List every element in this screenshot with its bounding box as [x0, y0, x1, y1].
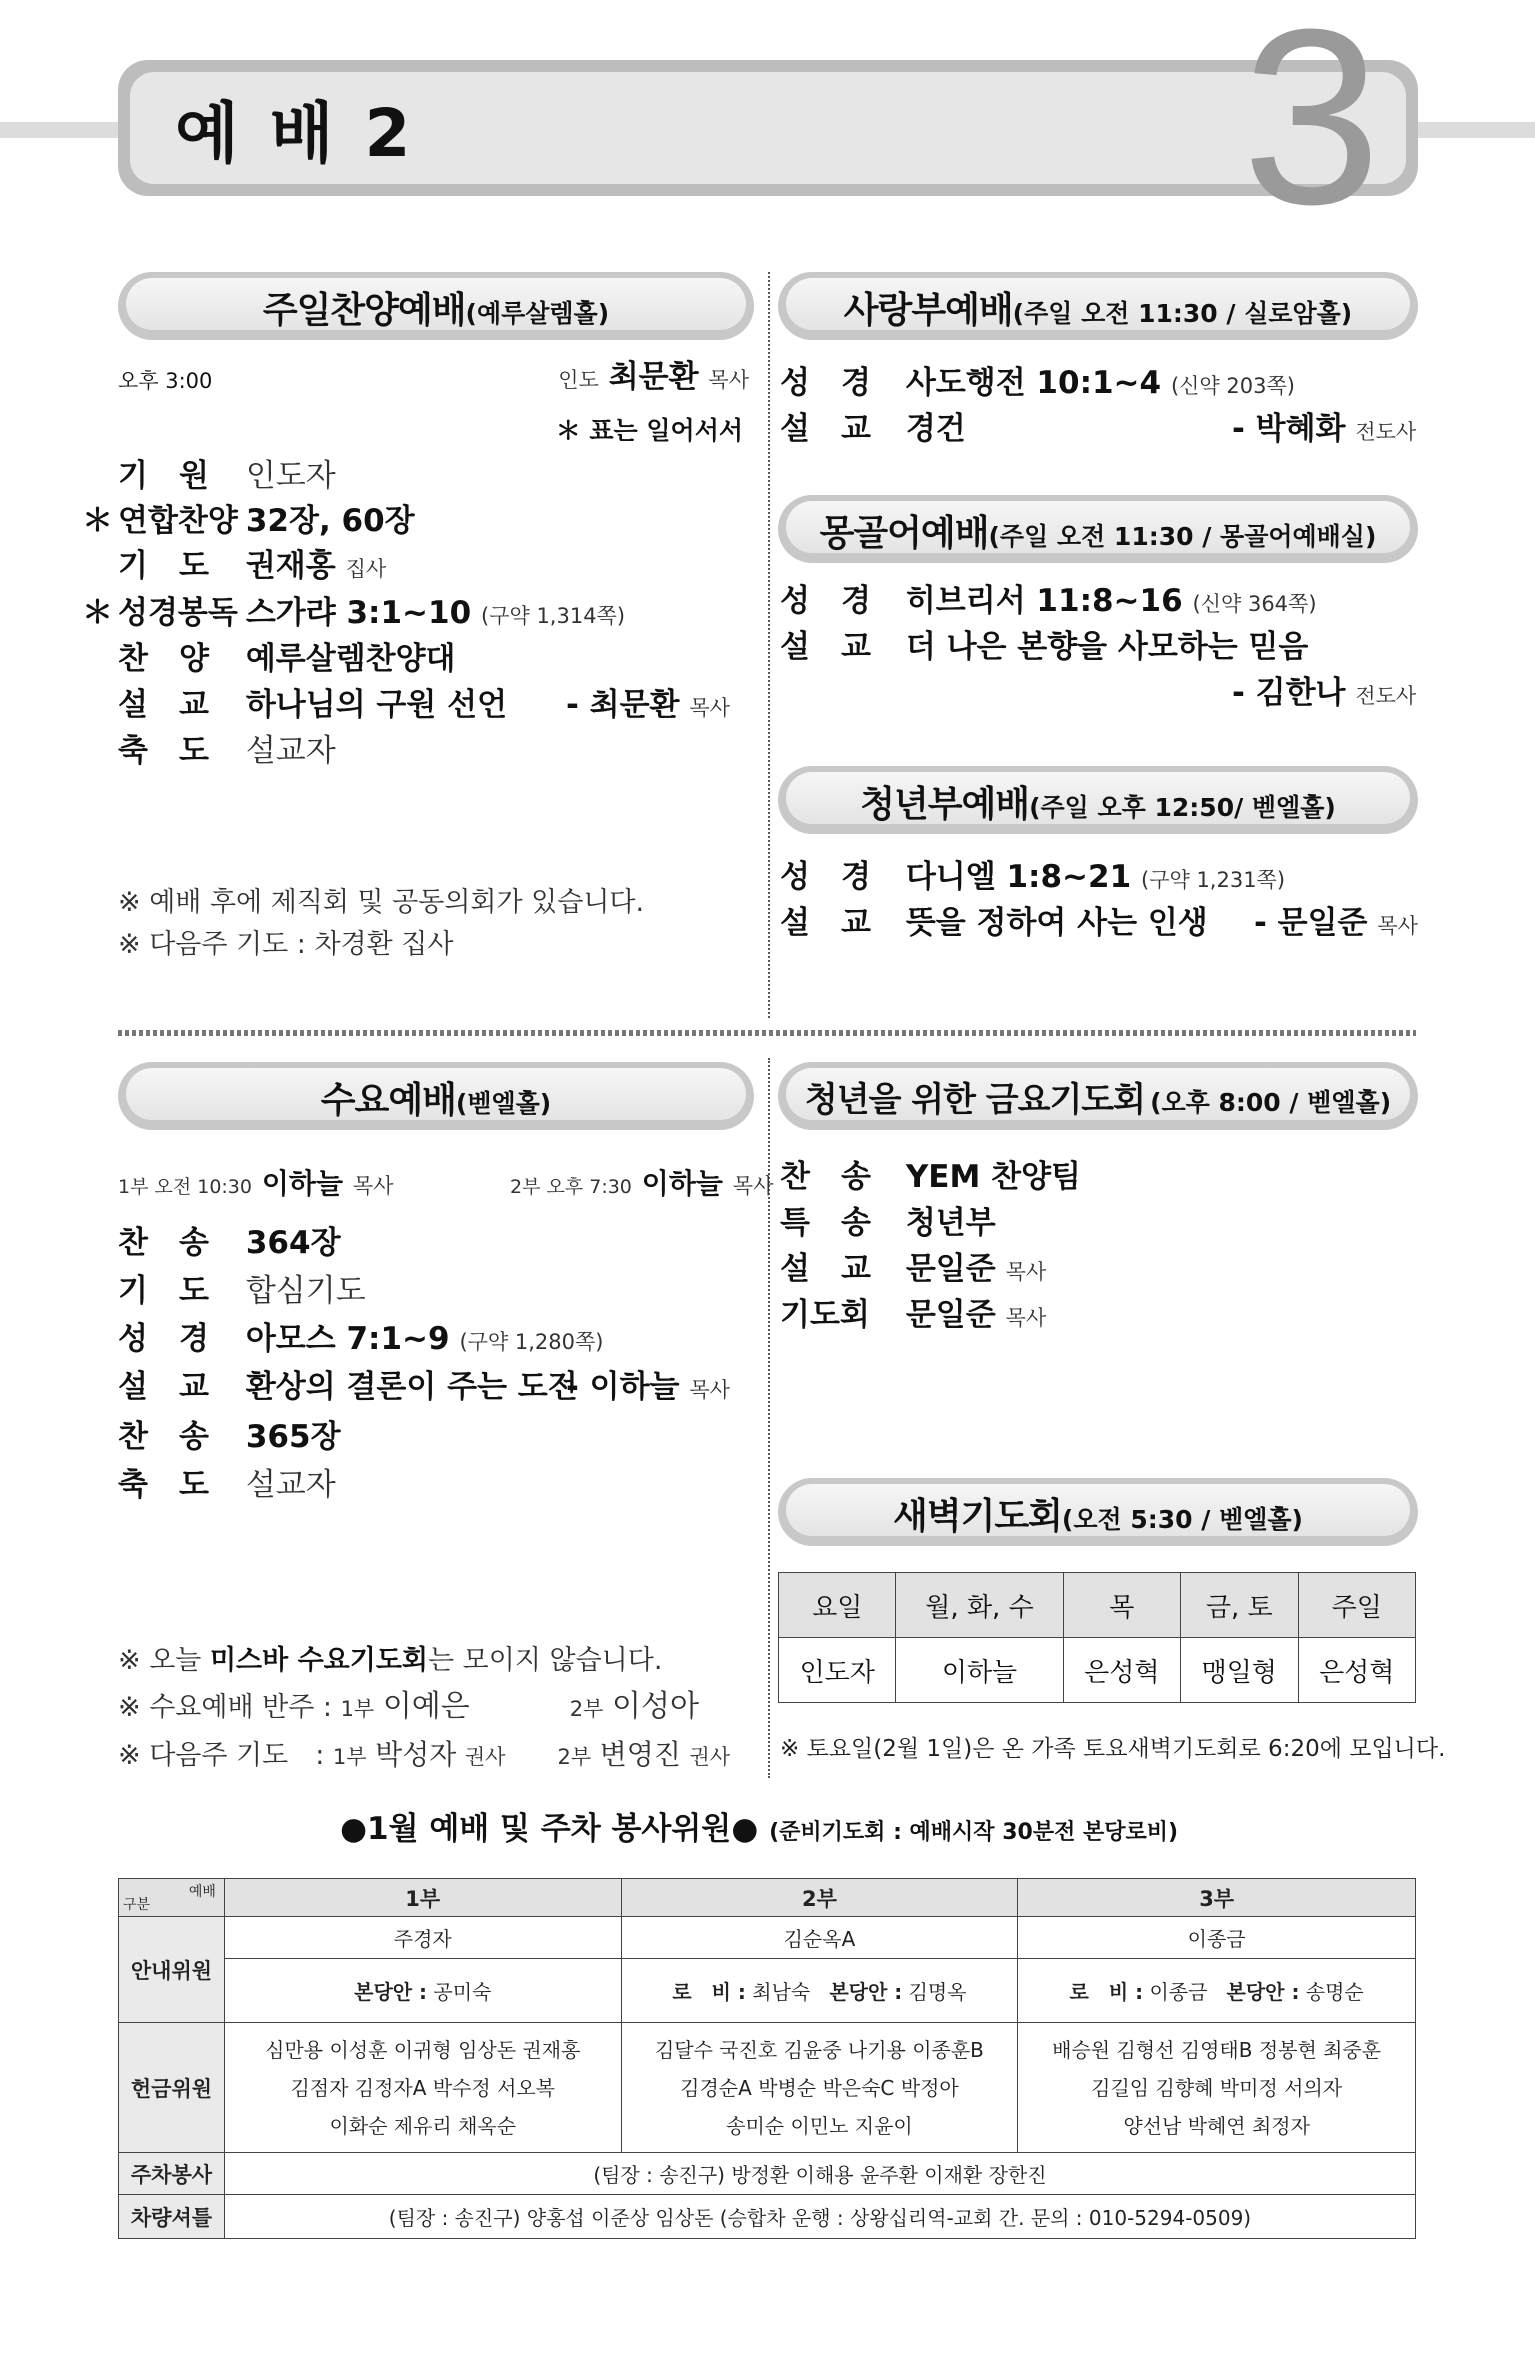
table-row	[119, 1917, 1416, 1959]
table-cell: 은성혁	[1298, 1638, 1416, 1703]
order-item: 찬 송 365장	[118, 1419, 341, 1455]
table-row	[119, 2153, 1416, 2195]
wednesday-part2: 2부 오후 7:30 이하늘 목사	[510, 1167, 774, 1200]
table-header-row	[119, 1879, 1416, 1917]
stand-note: ＊ 표는 일어서서	[555, 416, 743, 445]
table-cell: 주경자	[224, 1917, 621, 1959]
table-row	[119, 1959, 1416, 2023]
table-cell: 이하늘	[896, 1638, 1063, 1703]
table-cell: 심만용 이성훈 이귀형 임상돈 권재홍 김점자 김정자A 박수정 서오복 이화순 제유리 채옥순	[224, 2023, 621, 2153]
sunday-time: 오후 3:00	[118, 369, 213, 393]
wednesday-header: 수요예배(벧엘홀)	[118, 1062, 754, 1130]
offering-label: 헌금위원	[119, 2023, 225, 2153]
order-item: 찬 송 364장	[118, 1225, 341, 1261]
mongol-preacher: - 김한나 전도사	[1232, 675, 1417, 711]
dawn-leader-row	[779, 1638, 1416, 1703]
table-row	[119, 2023, 1416, 2153]
wednesday-note-3: ※ 다음주 기도 : 1부 박성자 권사 2부 변영진 권사	[118, 1738, 731, 1771]
order-item: 축 도 설교자	[118, 733, 336, 769]
order-item: 기 도 권재홍 집사	[118, 548, 387, 584]
sunday-leader: 인도 최문환 목사	[558, 359, 749, 395]
section-divider	[118, 1030, 1416, 1036]
wednesday-note-1: ※ 오늘 미스바 수요기도회는 모이지 않습니다.	[118, 1645, 663, 1676]
love-scripture: 성 경 사도행전 10:1~4 (신약 203쪽)	[780, 365, 1295, 401]
volunteers-title: ●1월 예배 및 주차 봉사위원● (준비기도회 : 예배시작 30분전 본당로비)	[340, 1811, 1179, 1847]
order-item: 기 도 합심기도	[118, 1273, 366, 1309]
order-item: 찬 양 예루살렘찬양대	[118, 641, 456, 677]
table-cell: 목	[1063, 1573, 1180, 1638]
dawn-header-row	[779, 1573, 1416, 1638]
sunday-note: ※ 예배 후에 제직회 및 공동의회가 있습니다.	[118, 887, 645, 918]
corner-cell: 예배 구분	[119, 1879, 225, 1917]
order-item: 설 교 하나님의 구원 선언	[118, 687, 508, 723]
wednesday-part1: 1부 오전 10:30 이하늘 목사	[118, 1167, 394, 1200]
table-cell: 로 비 : 최남숙 본당안 : 김명옥	[621, 1959, 1018, 2023]
order-item: 성 경 아모스 7:1~9 (구약 1,280쪽)	[118, 1321, 604, 1357]
table-cell: 배승원 김형선 김영태B 정봉현 최중훈 김길임 김향혜 박미정 서의자 양선남 박혜연 최정자	[1018, 2023, 1416, 2153]
table-cell: 은성혁	[1063, 1638, 1180, 1703]
sunday-preacher: - 최문환 목사	[566, 687, 730, 723]
youth-sermon: 설 교 뜻을 정하여 사는 인생	[780, 905, 1208, 941]
mongol-sermon: 설 교 더 나은 본향을 사모하는 믿음	[780, 629, 1309, 665]
order-item: 설 교 문일준 목사	[780, 1251, 1047, 1287]
table-cell: 로 비 : 이종금 본당안 : 송명순	[1018, 1959, 1416, 2023]
order-item: 축 도 설교자	[118, 1467, 336, 1503]
table-cell: (팀장 : 송진구) 방정환 이해용 윤주환 이재환 장한진	[224, 2153, 1415, 2195]
youth-header: 청년부예배(주일 오후 12:50/ 벧엘홀)	[778, 766, 1418, 834]
table-cell: 월, 화, 수	[896, 1573, 1063, 1638]
wednesday-note-2: ※ 수요예배 반주 : 1부 이예은 2부 이성아	[118, 1689, 699, 1724]
table-cell: 주일	[1298, 1573, 1416, 1638]
sunday-header	[118, 272, 754, 340]
sunday-note: ※ 다음주 기도 : 차경환 집사	[118, 929, 454, 960]
order-item: ＊ 성경봉독 스가랴 3:1~10 (구약 1,314쪽)	[82, 595, 626, 631]
wednesday-preacher: - 이하늘 목사	[566, 1369, 730, 1405]
table-cell: 본당안 : 공미숙	[224, 1959, 621, 2023]
order-item: 기도회 문일준 목사	[780, 1297, 1047, 1333]
love-header: 사랑부예배(주일 오전 11:30 / 실로암홀)	[778, 272, 1418, 340]
parking-label: 주차봉사	[119, 2153, 225, 2195]
usher-label: 안내위원	[119, 1917, 225, 2023]
dawn-note: ※ 토요일(2월 1일)은 온 가족 토요새벽기도회로 6:20에 모입니다.	[780, 1736, 1446, 1762]
table-cell: 김순옥A	[621, 1917, 1018, 1959]
friday-header: 청년을 위한 금요기도회 (오후 8:00 / 벧엘홀)	[778, 1062, 1418, 1130]
page-number: 3	[1242, 0, 1382, 256]
love-sermon: 설 교 경건	[780, 411, 966, 447]
mongol-scripture: 성 경 히브리서 11:8~16 (신약 364쪽)	[780, 583, 1317, 619]
table-cell: (팀장 : 송진구) 양홍섭 이준상 임상돈 (승합차 운행 : 상왕십리역-교회 간. 문의 : 010-5294-0509)	[224, 2195, 1415, 2239]
table-cell: 1부	[224, 1879, 621, 1917]
table-cell: 3부	[1018, 1879, 1416, 1917]
shuttle-label: 차량셔틀	[119, 2195, 225, 2239]
table-cell: 금, 토	[1181, 1573, 1298, 1638]
mongol-header: 몽골어예배(주일 오전 11:30 / 몽골어예배실)	[778, 495, 1418, 563]
dawn-table	[778, 1572, 1416, 1703]
table-row	[119, 2195, 1416, 2239]
table-cell: 2부	[621, 1879, 1018, 1917]
page-title: 예 배 2	[175, 95, 415, 172]
sunday-title: 주일찬양예배	[262, 290, 466, 331]
order-item: 기 원 인도자	[118, 458, 336, 494]
column-divider-top	[768, 272, 770, 1018]
youth-preacher: - 문일준 목사	[1254, 905, 1418, 941]
order-item: 특 송 청년부	[780, 1205, 996, 1241]
love-preacher: - 박혜화 전도사	[1232, 411, 1417, 447]
youth-scripture: 성 경 다니엘 1:8~21 (구약 1,231쪽)	[780, 859, 1286, 895]
table-cell: 맹일형	[1181, 1638, 1298, 1703]
order-item: 설 교 환상의 결론이 주는 도전	[118, 1369, 578, 1405]
order-item: 찬 송 YEM 찬양팀	[780, 1159, 1081, 1195]
table-cell: 김달수 국진호 김윤중 나기용 이종훈B 김경순A 박병순 박은숙C 박정아 송미순 이민노 지윤이	[621, 2023, 1018, 2153]
table-cell: 이종금	[1018, 1917, 1416, 1959]
volunteers-table	[118, 1878, 1416, 2239]
order-item: ＊ 연합찬양 32장, 60장	[82, 503, 415, 539]
table-cell: 인도자	[779, 1638, 896, 1703]
dawn-header: 새벽기도회(오전 5:30 / 벧엘홀)	[778, 1478, 1418, 1546]
sunday-sub: (예루살렘홀)	[465, 299, 610, 328]
table-cell: 요일	[779, 1573, 896, 1638]
